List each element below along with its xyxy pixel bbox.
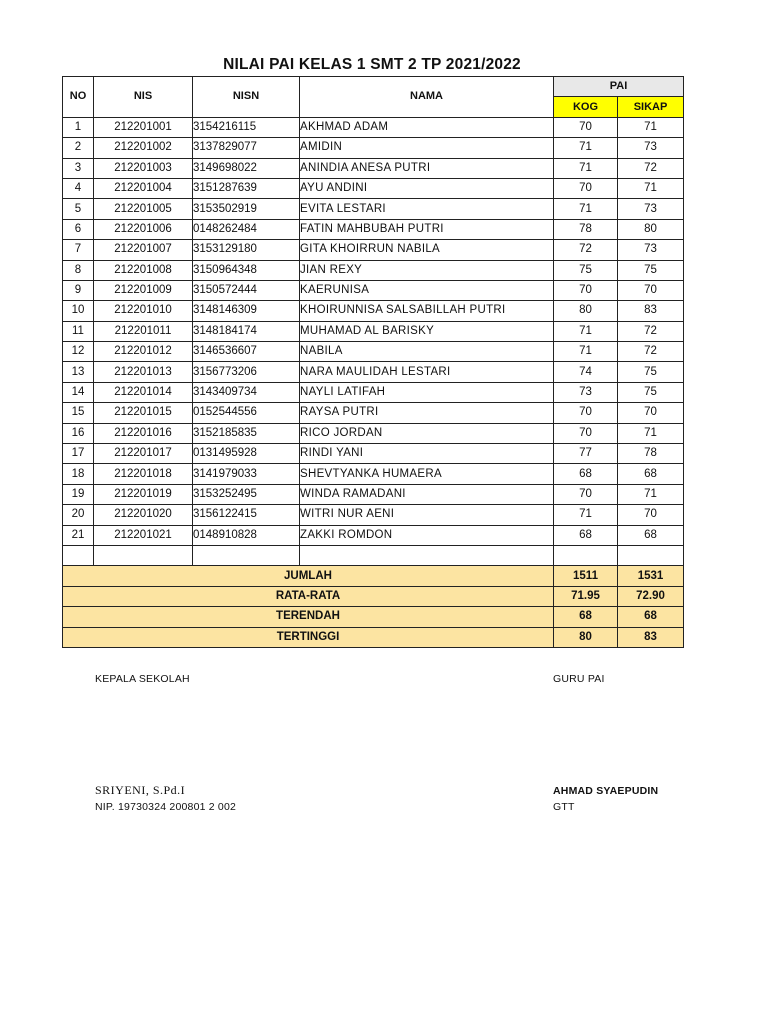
row-no-cell: 11 (63, 321, 94, 341)
summary-sikap-value: 1531 (618, 566, 684, 586)
row-nama-cell: SHEVTYANKA HUMAERA (300, 464, 554, 484)
row-sikap-cell: 70 (618, 280, 684, 300)
summary-rows (63, 566, 684, 648)
header-no: NO (63, 77, 94, 118)
table-row (63, 525, 684, 545)
row-nisn-cell: 3156122415 (193, 505, 300, 525)
header-sikap: SIKAP (618, 97, 684, 117)
row-sikap-cell: 73 (618, 138, 684, 158)
row-nis-cell: 212201014 (94, 382, 193, 402)
row-sikap-cell: 72 (618, 342, 684, 362)
row-nisn-cell: 3153252495 (193, 484, 300, 504)
header-row (63, 77, 684, 97)
row-sikap-cell: 78 (618, 444, 684, 464)
row-no-cell: 16 (63, 423, 94, 443)
left-signature-id: NIP. 19730324 200801 2 002 (95, 801, 237, 813)
right-signature-name: AHMAD SYAEPUDIN (553, 785, 659, 797)
row-no-cell: 14 (63, 382, 94, 402)
row-sikap-cell: 72 (618, 321, 684, 341)
row-sikap-cell: 75 (618, 382, 684, 402)
row-nis-cell: 212201009 (94, 280, 193, 300)
summary-row (63, 607, 684, 627)
row-nisn-cell: 3150572444 (193, 280, 300, 300)
row-kog-cell: 70 (554, 484, 618, 504)
table-row (63, 280, 684, 300)
row-nisn-cell: 3150964348 (193, 260, 300, 280)
summary-kog-value: 71.95 (554, 586, 618, 606)
row-nama-cell: NABILA (300, 342, 554, 362)
empty-cell (618, 545, 684, 565)
table-row (63, 138, 684, 158)
row-nisn-cell: 3153129180 (193, 240, 300, 260)
row-kog-cell: 71 (554, 138, 618, 158)
row-no-cell: 13 (63, 362, 94, 382)
row-kog-cell: 74 (554, 362, 618, 382)
summary-label: JUMLAH (63, 566, 554, 586)
row-nisn-cell: 3137829077 (193, 138, 300, 158)
row-kog-cell: 70 (554, 178, 618, 198)
table-row (63, 403, 684, 423)
row-kog-cell: 80 (554, 301, 618, 321)
row-nisn-cell: 3154216115 (193, 117, 300, 137)
row-sikap-cell: 72 (618, 158, 684, 178)
empty-cell (63, 545, 94, 565)
row-nis-cell: 212201008 (94, 260, 193, 280)
row-nisn-cell: 0148910828 (193, 525, 300, 545)
row-sikap-cell: 71 (618, 178, 684, 198)
left-signature-name: SRIYENI, S.Pd.I (95, 783, 186, 797)
row-nisn-cell: 3153502919 (193, 199, 300, 219)
row-nisn-cell: 3152185835 (193, 423, 300, 443)
table-row (63, 178, 684, 198)
row-nis-cell: 212201004 (94, 178, 193, 198)
row-nisn-cell: 0152544556 (193, 403, 300, 423)
row-no-cell: 5 (63, 199, 94, 219)
row-nisn-cell: 0148262484 (193, 219, 300, 239)
row-no-cell: 2 (63, 138, 94, 158)
row-nama-cell: AMIDIN (300, 138, 554, 158)
row-sikap-cell: 71 (618, 484, 684, 504)
row-nis-cell: 212201017 (94, 444, 193, 464)
row-sikap-cell: 71 (618, 423, 684, 443)
table-row (63, 219, 684, 239)
header-nisn: NISN (193, 77, 300, 118)
table-row (63, 301, 684, 321)
row-nama-cell: WITRI NUR AENI (300, 505, 554, 525)
row-nama-cell: JIAN REXY (300, 260, 554, 280)
table-row (63, 484, 684, 504)
row-no-cell: 7 (63, 240, 94, 260)
header-nis: NIS (94, 77, 193, 118)
row-nis-cell: 212201010 (94, 301, 193, 321)
row-no-cell: 6 (63, 219, 94, 239)
row-no-cell: 4 (63, 178, 94, 198)
row-sikap-cell: 75 (618, 260, 684, 280)
row-nama-cell: ANINDIA ANESA PUTRI (300, 158, 554, 178)
row-nis-cell: 212201002 (94, 138, 193, 158)
row-sikap-cell: 73 (618, 199, 684, 219)
row-nis-cell: 212201015 (94, 403, 193, 423)
row-nis-cell: 212201021 (94, 525, 193, 545)
row-kog-cell: 71 (554, 199, 618, 219)
summary-label: TERTINGGI (63, 627, 554, 647)
row-no-cell: 20 (63, 505, 94, 525)
row-kog-cell: 75 (554, 260, 618, 280)
empty-cell (193, 545, 300, 565)
summary-sikap-value: 72.90 (618, 586, 684, 606)
row-nisn-cell: 3151287639 (193, 178, 300, 198)
row-nama-cell: AYU ANDINI (300, 178, 554, 198)
table-row (63, 199, 684, 219)
row-sikap-cell: 80 (618, 219, 684, 239)
empty-cell (554, 545, 618, 565)
row-no-cell: 12 (63, 342, 94, 362)
row-no-cell: 21 (63, 525, 94, 545)
row-kog-cell: 77 (554, 444, 618, 464)
student-rows (63, 117, 684, 545)
row-nama-cell: NARA MAULIDAH LESTARI (300, 362, 554, 382)
right-signature-id: GTT (553, 801, 575, 813)
empty-row-group (63, 545, 684, 565)
row-nisn-cell: 3148146309 (193, 301, 300, 321)
table-row (63, 444, 684, 464)
summary-label: TERENDAH (63, 607, 554, 627)
empty-cell (94, 545, 193, 565)
row-nis-cell: 212201007 (94, 240, 193, 260)
table-row (63, 342, 684, 362)
row-nis-cell: 212201019 (94, 484, 193, 504)
row-nama-cell: AKHMAD ADAM (300, 117, 554, 137)
row-nis-cell: 212201011 (94, 321, 193, 341)
row-sikap-cell: 70 (618, 403, 684, 423)
summary-row (63, 627, 684, 647)
row-nama-cell: RAYSA PUTRI (300, 403, 554, 423)
row-nis-cell: 212201005 (94, 199, 193, 219)
row-nama-cell: FATIN MAHBUBAH PUTRI (300, 219, 554, 239)
table-row (63, 240, 684, 260)
row-nama-cell: KHOIRUNNISA SALSABILLAH PUTRI (300, 301, 554, 321)
row-nama-cell: MUHAMAD AL BARISKY (300, 321, 554, 341)
header-pai-group: PAI (554, 77, 684, 97)
grades-table (62, 76, 684, 648)
row-nama-cell: RINDI YANI (300, 444, 554, 464)
row-kog-cell: 70 (554, 280, 618, 300)
empty-row (63, 545, 684, 565)
table-row (63, 464, 684, 484)
summary-row (63, 586, 684, 606)
row-nisn-cell: 3143409734 (193, 382, 300, 402)
table-row (63, 382, 684, 402)
summary-sikap-value: 83 (618, 627, 684, 647)
row-kog-cell: 70 (554, 423, 618, 443)
row-nis-cell: 212201003 (94, 158, 193, 178)
row-no-cell: 10 (63, 301, 94, 321)
row-nama-cell: NAYLI LATIFAH (300, 382, 554, 402)
row-kog-cell: 68 (554, 525, 618, 545)
row-no-cell: 15 (63, 403, 94, 423)
table-row (63, 117, 684, 137)
row-no-cell: 9 (63, 280, 94, 300)
summary-kog-value: 80 (554, 627, 618, 647)
summary-label: RATA-RATA (63, 586, 554, 606)
row-kog-cell: 71 (554, 158, 618, 178)
row-no-cell: 1 (63, 117, 94, 137)
row-nis-cell: 212201012 (94, 342, 193, 362)
header-kog: KOG (554, 97, 618, 117)
row-kog-cell: 71 (554, 321, 618, 341)
table-row (63, 158, 684, 178)
page-title: NILAI PAI KELAS 1 SMT 2 TP 2021/2022 (223, 56, 521, 73)
table-row (63, 362, 684, 382)
row-nisn-cell: 3148184174 (193, 321, 300, 341)
row-sikap-cell: 68 (618, 525, 684, 545)
row-no-cell: 8 (63, 260, 94, 280)
row-nama-cell: RICO JORDAN (300, 423, 554, 443)
row-nama-cell: KAERUNISA (300, 280, 554, 300)
row-nama-cell: WINDA RAMADANI (300, 484, 554, 504)
summary-sikap-value: 68 (618, 607, 684, 627)
table-row (63, 423, 684, 443)
right-signature-role: GURU PAI (553, 673, 605, 685)
left-signature-role: KEPALA SEKOLAH (95, 673, 190, 685)
row-kog-cell: 70 (554, 403, 618, 423)
row-no-cell: 17 (63, 444, 94, 464)
row-no-cell: 3 (63, 158, 94, 178)
row-nis-cell: 212201016 (94, 423, 193, 443)
row-nis-cell: 212201020 (94, 505, 193, 525)
row-nis-cell: 212201013 (94, 362, 193, 382)
row-kog-cell: 71 (554, 505, 618, 525)
row-sikap-cell: 71 (618, 117, 684, 137)
header-nama: NAMA (300, 77, 554, 118)
row-kog-cell: 78 (554, 219, 618, 239)
row-kog-cell: 70 (554, 117, 618, 137)
row-kog-cell: 73 (554, 382, 618, 402)
summary-kog-value: 1511 (554, 566, 618, 586)
row-sikap-cell: 70 (618, 505, 684, 525)
row-no-cell: 18 (63, 464, 94, 484)
row-sikap-cell: 75 (618, 362, 684, 382)
row-nis-cell: 212201018 (94, 464, 193, 484)
row-sikap-cell: 83 (618, 301, 684, 321)
summary-kog-value: 68 (554, 607, 618, 627)
row-kog-cell: 72 (554, 240, 618, 260)
table-row (63, 321, 684, 341)
row-nisn-cell: 3141979033 (193, 464, 300, 484)
row-nis-cell: 212201006 (94, 219, 193, 239)
row-nisn-cell: 3156773206 (193, 362, 300, 382)
table-row (63, 260, 684, 280)
empty-cell (300, 545, 554, 565)
row-nisn-cell: 0131495928 (193, 444, 300, 464)
row-no-cell: 19 (63, 484, 94, 504)
row-nisn-cell: 3149698022 (193, 158, 300, 178)
row-sikap-cell: 68 (618, 464, 684, 484)
row-nisn-cell: 3146536607 (193, 342, 300, 362)
table-row (63, 505, 684, 525)
row-kog-cell: 71 (554, 342, 618, 362)
row-sikap-cell: 73 (618, 240, 684, 260)
row-nama-cell: EVITA LESTARI (300, 199, 554, 219)
row-nama-cell: ZAKKI ROMDON (300, 525, 554, 545)
row-kog-cell: 68 (554, 464, 618, 484)
row-nis-cell: 212201001 (94, 117, 193, 137)
row-nama-cell: GITA KHOIRRUN NABILA (300, 240, 554, 260)
summary-row (63, 566, 684, 586)
